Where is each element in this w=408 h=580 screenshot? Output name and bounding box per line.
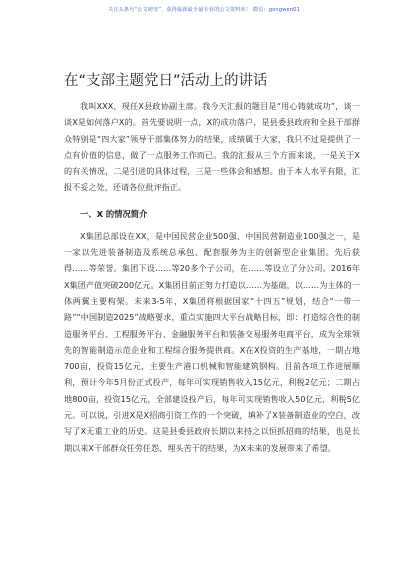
document-body — [64, 98, 360, 456]
section-heading: 一、X 的情况简介 — [80, 208, 148, 219]
section-paragraph: X集团总部设在XX，是中国民营企业500强、中国民营制造业100强之一，是一家以先进装备制造及系统总承包、配套服务为主的创新型企业集团。先后获得……等荣誉。集团下设……等20多个子公司，在……等设立了分公司。2016年X集团产值突破200亿元。X集团目前正努力打造以……为基础，以……为主体的一体两翼主要构架。未来3-5年，X集团将根据国家“十四五”规划，结合“一带一路”“中国制造2025”战略要求，重点实施四大平台战略目标，即：打造综合性的制造服务平台、工程服务平台、金融服务平台和装备交易服务电商平台，成为全球领先的智能制造示范企业和工程综合服务提供商。X在X投资的生产基地，一期占地700亩，投资15亿元，主要生产港口机械和智能建筑钢构。目前各项工作进展顺利，预计今年5月份正式投产，每年可实现销售收入15亿元，利税2亿元；二期占地800亩，投资15亿元，全部建设投产后，每年可实现销售收入50亿元，利税5亿元。可以说，引进X是X招商引资工作的一个突破，填补了X装备制造业的空白，改写了X无重工业的历史。这是县委县政府长期以来持之以恒抓招商的结果，也是长期以来X干部群众任劳任怨、埋头苦干的结果，为X未来的发展带来了希望。 — [64, 230, 360, 453]
intro-paragraph: 我叫XXX，现任X县政协副主席。我今天汇报的题目是“用心铸就成功”，谈一谈X是如何落户X的。首先要说明一点，X的成功落户，是县委县政府和全县干部群众特别是“四大家”领导干部集体努力的结果，成绩属于大家，我只不过是提供了一点有价值的信息，做了一点服务工作而已。我的汇报从三个方面来谈，一是关于X的有关情况，二是引进的具体过程，三是一些体会和感想。由于本人水平有限，汇报不妥之处，还请各位批评指正。 — [64, 101, 360, 193]
header-banner[interactable]: 关注头条号“公文研究”，获得最新最全最专业的公文资料库！ 微信：gongwen01 — [108, 7, 300, 13]
document-title: 在“支部主题党日”活动上的讲话 — [64, 73, 268, 89]
paragraph-gap — [64, 196, 360, 204]
